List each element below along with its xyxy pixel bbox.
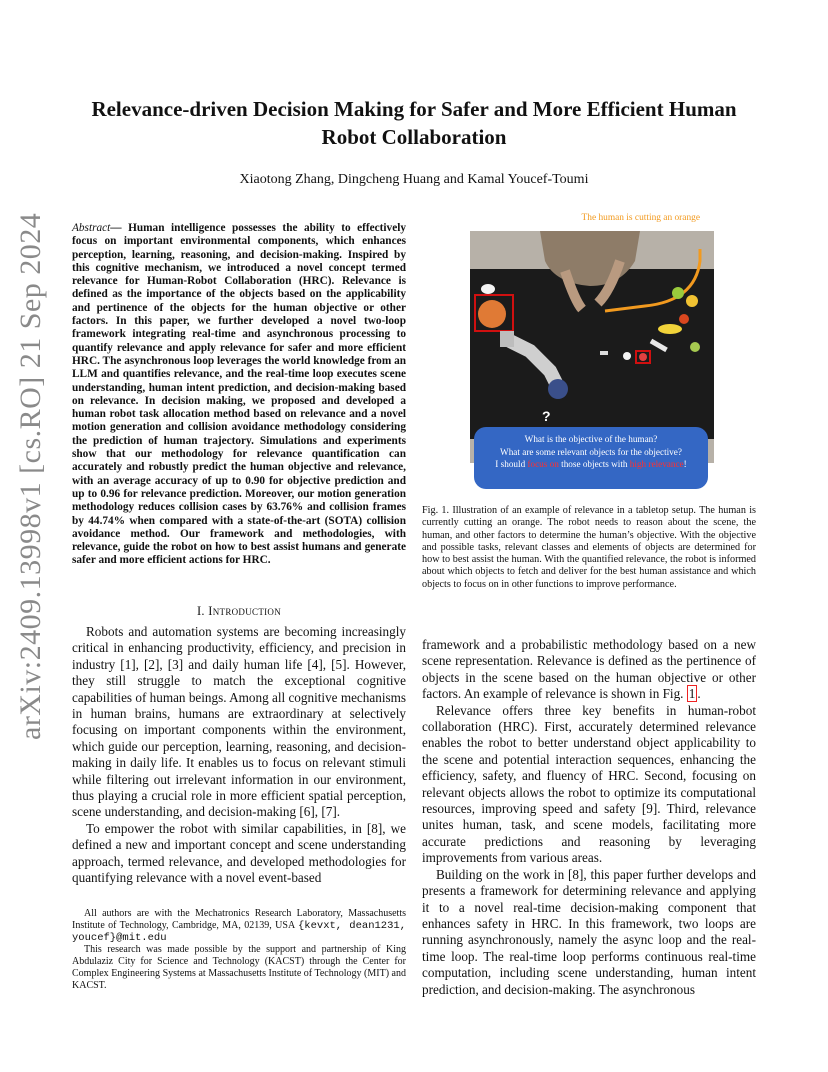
cutting-board <box>478 300 506 328</box>
author-list: Xiaotong Zhang, Dingcheng Huang and Kamal Youcef-Toumi <box>239 172 589 187</box>
question-mark: ? <box>542 408 551 424</box>
intro-paragraph-2: To empower the robot with similar capabilities, in [8], we defined a new and important concept and scene understanding approach, termed relevance, and developed methodologies for quantifying relevance with a novel event-based <box>72 820 406 886</box>
figure-1 <box>470 213 714 489</box>
paper-title <box>60 95 768 151</box>
bubble-line-1: What is the objective of the human? <box>524 434 658 444</box>
bubble-text-e: ! <box>683 459 687 469</box>
bubble-line-3 <box>474 458 708 471</box>
arxiv-identifier-stamp: arXiv:2409.13998v1 [cs.RO] 21 Sep 2024 <box>14 212 47 740</box>
robot-joint <box>548 379 568 399</box>
fruit-orange <box>679 314 689 324</box>
footnote-affiliation <box>72 908 406 944</box>
figure-1-reference-link[interactable]: 1 <box>688 686 696 702</box>
bubble-text-a: I should <box>495 459 528 469</box>
footnote <box>72 908 406 992</box>
benefits-paragraph: Relevance offers three key benefits in human-robot collaboration (HRC). First, accurately determined relevance enables the robot to better understand object applicability to the scene and potential interaction sequences, enhancing the efficiency, safety, and fluency of HRC. Second, focusing on relevant objects allows the robot to optimize its computational resources, improving speed and safety [9]. Third, relevance unites human, task, and scene models, facilitating more accurate predictions and reasoning by leveraging improvements from various areas. <box>422 702 756 866</box>
footnote-emails: {kevxt, dean1231, youcef}@mit.edu <box>72 920 406 944</box>
continued-paragraph <box>422 637 756 703</box>
left-column-body <box>72 624 406 887</box>
intro-paragraph-1: Robots and automation systems are becoming increasingly critical in enhancing productivity, efficiency, and precision in industry [1], [2], [3] and daily human life [4], [5]. However, they still struggle to match the exceptional cognitive capabilities of human beings. Among all cognitive mechanisms in human brains, humans are extraordinary at selectively focusing on important components within the environment, which guide our perception, learning, reasoning, and decision-making in daily life. It enables us to focus on relevant stimuli while filtering out irrelevant information in our environment, thus playing a crucial role in more efficient spatial perception, scene understanding, and decision-making [6], [7]. <box>72 624 407 820</box>
bubble-highlight-relevance: high relevance <box>629 459 684 469</box>
footnote-affiliation-text: All authors are with the Mechatronics Research Laboratory, Massachusetts Institute of Technology, Cambridge, MA, 02139, USA <box>72 908 406 931</box>
abstract-dash: — <box>110 222 122 234</box>
abstract <box>72 222 406 568</box>
framework-paragraph: Building on the work in [8], this paper further develops and presents a framework for determining relevance and applying it to a novel real-time decision-making component that enhances safety in HRC. In this framework, two loops are running asynchronously, namely the async loop and the real-time loop. The real-time loop performs continuous real-time computation, including scene understanding, human intent prediction, and decision-making. The asynchronous <box>422 866 756 997</box>
small-bowl <box>481 284 495 294</box>
figure-top-label: The human is cutting an orange <box>581 213 700 223</box>
title-line-2: Robot Collaboration <box>321 125 507 149</box>
small-tool <box>600 351 608 355</box>
bubble-line-2: What are some relevant objects for the objective? <box>500 446 682 457</box>
figure-1-caption: Fig. 1. Illustration of an example of relevance in a tabletop setup. The human is currently cutting an orange. The robot needs to reason about the scene, the human, and other factors to determine the human’s objective. With the objective and possible tasks, relevant classes and elements of objects are determined for how to best assist the human. With the quantified relevance, the robot is informed about which objects to fetch and deliver for the best human assistance and which objects to focus on in other functions to improve performance. <box>422 505 756 590</box>
bubble-text-c: those objects with <box>558 459 630 469</box>
fruit-pear <box>690 342 700 352</box>
right-column-body <box>422 637 756 998</box>
continued-paragraph-end: . <box>697 686 701 702</box>
fruit-banana <box>658 324 682 334</box>
fruit-lemon <box>686 295 698 307</box>
title-line-1: Relevance-driven Decision Making for Safer and More Efficient Human <box>91 97 737 121</box>
fruit-apple <box>672 287 684 299</box>
section-heading-introduction: I. Introduction <box>196 604 282 618</box>
abstract-text: Human intelligence possesses the ability to effectively focus on important environmental components, which enhances perception, learning, reasoning, and decision-making. Inspired by this cognitive mechanism, we introduced a novel concept termed relevance for Human-Robot Collaboration (HRC). Relevance is defined as the importance of the objects based on the applicability and pertinence of the objects for the human objective or other factors. In this paper, we further developed a novel two-loop framework integrating real-time and asynchronous processing to quantify relevance and apply relevance for safer and more efficient HRC. The asynchronous loop leverages the world knowledge from an LLM and quantifies relevance, and the real-time loop executes scene understanding, human intent prediction, and decision-making based on relevance. In decision making, we proposed and developed a human robot task allocation method based on relevance and a novel motion generation and collision avoidance methodology considering the prediction of human trajectory. Simulations and experiments show that our methodology for relevance quantification can accurately and robustly predict the human objective and relevance, with an average accuracy of up to 0.90 for objective prediction and up to 0.96 for relevance prediction. Moreover, our motion generation methodology reduces collision cases by 63.76% and collision frames by 44.74% when compared with a state-of-the-art (SOTA) collision avoidance method. Our framework and methodologies, with relevance, guide the robot on how to best assist humans and generate safer and more efficient actions for HRC. <box>72 222 406 567</box>
bubble-highlight-focus: focus on <box>527 459 559 469</box>
small-white-item <box>623 352 631 360</box>
robot-gripper <box>500 331 514 347</box>
footnote-funding: This research was made possible by the support and partnership of King Abdulaziz City for Science and Technology (KACST) through the Center for Complex Engineering Systems at Massachusetts Institute of Technology (MIT) and KACST. <box>72 944 406 991</box>
robot-thought-bubble <box>474 427 708 489</box>
abstract-label: Abstract <box>72 222 111 234</box>
continued-paragraph-text: framework and a probabilistic methodology based on a new scene representation. Relevance is defined as the pertinence of objects in the scene based on the human objective or other factors. An example of relevance is shown in Fig. <box>422 637 756 702</box>
small-red-item <box>639 353 647 361</box>
